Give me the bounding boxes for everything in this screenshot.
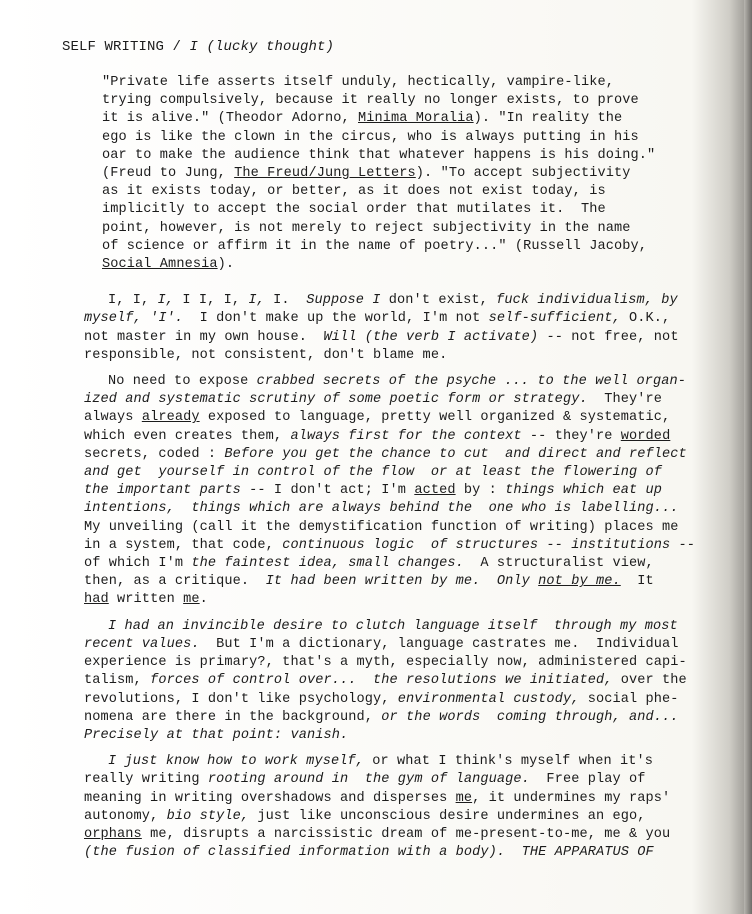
quote-line xyxy=(102,110,714,128)
text-run: ). xyxy=(217,257,235,273)
text-run: Social Amnesia xyxy=(102,257,218,273)
text-run: But I'm a dictionary, language castrates me. Individual xyxy=(199,636,679,652)
paragraph-line xyxy=(60,310,720,328)
paragraph-line xyxy=(60,464,720,482)
text-run: bio style, xyxy=(166,808,250,824)
text-run: of science or affirm it in the name of poetry..." (Russell Jacoby, xyxy=(102,238,647,254)
quote-line xyxy=(102,165,714,183)
text-run: orphans xyxy=(84,826,142,842)
text-run: don't exist, xyxy=(380,293,497,309)
text-run: I don't act; I'm xyxy=(265,483,415,499)
text-run: oar to make the audience think that whatever happens is his doing." xyxy=(102,147,656,163)
paragraph-line xyxy=(60,753,720,771)
text-run: ized and systematic scrutiny of some poetic form or strategy. xyxy=(84,392,588,408)
paragraph-line xyxy=(60,329,720,347)
paragraph-line xyxy=(60,292,720,310)
text-run: forces of control over... the resolutions we initiated, xyxy=(150,673,613,689)
text-run: I had an invincible desire to clutch language itself through my most xyxy=(108,618,678,634)
quote-line xyxy=(102,147,714,165)
text-run: It xyxy=(620,574,654,590)
text-run: trying compulsively, because it really no longer exists, to prove xyxy=(102,93,639,109)
text-run: already xyxy=(141,410,200,426)
text-run: which even creates them, xyxy=(84,428,291,444)
text-run: acted xyxy=(414,483,456,499)
paragraph-line xyxy=(60,691,720,709)
text-run: I, I, xyxy=(108,293,158,309)
text-run: A structuralist view, xyxy=(463,556,654,572)
text-run: or the words coming through, and... xyxy=(381,709,679,725)
text-run: Will (the verb I activate) -- xyxy=(323,329,563,345)
text-run: I, xyxy=(248,293,265,309)
page-title xyxy=(62,38,720,56)
text-run: not master in my own house. xyxy=(84,329,324,345)
text-run: "Private life asserts itself unduly, hectically, vampire-like, xyxy=(102,75,614,90)
text-run: Before you get the chance to cut and direct and reflect xyxy=(224,446,687,462)
text-run: THE APPARATUS OF xyxy=(521,845,654,861)
text-run: experience is primary?, that's a myth, especially now, administered capi- xyxy=(84,655,687,671)
text-run: . xyxy=(199,592,208,608)
quote-line xyxy=(102,183,714,201)
quote-line xyxy=(102,129,714,147)
quote-line xyxy=(102,220,714,238)
paragraph-line xyxy=(60,391,720,409)
text-run: , it undermines my raps' xyxy=(472,790,671,806)
text-run: over the xyxy=(612,673,687,689)
title-italic: I (lucky thought) xyxy=(189,39,335,55)
text-run: crabbed secrets of the psyche ... to the well organ- xyxy=(256,374,687,390)
text-run: as it exists today, or better, as it does not exist today, is xyxy=(102,184,606,200)
text-run: always first for the context -- xyxy=(290,428,547,444)
scrollbar[interactable] xyxy=(744,0,752,914)
quote-line xyxy=(102,256,714,274)
paragraph-line xyxy=(60,573,720,591)
paragraph-line xyxy=(60,409,720,427)
text-run: then, as a critique. xyxy=(84,574,266,590)
text-run: exposed to language, pretty well organized & systematic, xyxy=(199,410,671,426)
text-run: I just know how to work myself, xyxy=(108,754,364,770)
text-run: or what I think's myself when it's xyxy=(364,754,654,770)
quote-line xyxy=(102,74,714,92)
paragraph xyxy=(60,753,720,862)
text-run: ). "To accept subjectivity xyxy=(415,166,631,182)
paragraph-line xyxy=(60,347,720,365)
text-run: continuous logic of structures -- institutions -- xyxy=(282,537,696,553)
text-run: just like unconscious desire undermines an ego, xyxy=(249,808,646,824)
text-run: the important parts -- xyxy=(84,483,266,499)
text-run: autonomy, xyxy=(84,808,167,824)
text-run: environmental custody, xyxy=(397,691,580,707)
text-run: recent values. xyxy=(84,636,200,652)
text-run: self-sufficient, xyxy=(488,311,621,327)
text-run: I I, I, xyxy=(174,293,249,309)
quote-line xyxy=(102,201,714,219)
text-run: intentions, things which are always behind the one who is labelling... xyxy=(84,501,679,517)
text-run: implicitly to accept the social order that mutilates it. The xyxy=(102,202,606,218)
paragraph-line xyxy=(60,428,720,446)
text-run: I. xyxy=(264,293,307,309)
text-run: and get yourself in control of the flow or at least the flowering of xyxy=(84,465,663,481)
text-run: nomena are there in the background, xyxy=(84,709,382,725)
text-run: responsible, not consistent, don't blame me. xyxy=(84,347,448,363)
epigraph-quote xyxy=(102,74,714,274)
text-run: I don't make up the world, I'm not xyxy=(183,311,489,327)
text-run: it is alive." (Theodor Adorno, xyxy=(102,111,358,127)
paragraph xyxy=(60,292,720,365)
text-run: The Freud/Jung Letters xyxy=(234,166,416,182)
text-run: me, disrupts a narcissistic dream of me-present-to-me, me & you xyxy=(141,826,671,842)
text-run: really writing xyxy=(84,772,208,788)
text-run: meaning in writing overshadows and disperses xyxy=(84,790,456,806)
text-run: myself, 'I'. xyxy=(84,311,184,327)
document-body xyxy=(60,38,720,870)
text-run: written xyxy=(108,592,184,608)
text-run: My unveiling (call it the demystification function of writing) places me xyxy=(84,519,679,535)
paragraph-line xyxy=(60,844,720,862)
text-run: They're xyxy=(587,392,663,408)
text-run: social phe- xyxy=(579,691,679,707)
text-run: Minima Moralia xyxy=(358,111,474,127)
text-run xyxy=(505,845,522,860)
text-run: fuck individualism, by xyxy=(496,293,678,309)
paragraph-line xyxy=(60,446,720,464)
paragraph-line xyxy=(60,709,720,727)
text-run: secrets, coded : xyxy=(84,446,225,462)
quote-line xyxy=(102,238,714,256)
paragraph xyxy=(60,373,720,610)
text-run: talism, xyxy=(84,673,151,689)
paragraph-line xyxy=(60,672,720,690)
text-run: No need to expose xyxy=(108,374,257,390)
text-run: (Freud to Jung, xyxy=(102,166,235,182)
text-run: always xyxy=(84,410,142,426)
text-run: point, however, is not merely to reject subjectivity in the name xyxy=(102,220,631,236)
text-run: revolutions, I don't like psychology, xyxy=(84,691,398,707)
text-run: I, xyxy=(157,293,175,309)
paragraph-line xyxy=(60,482,720,500)
text-run: Suppose I xyxy=(306,293,381,309)
text-run: me xyxy=(183,592,200,608)
text-run: of which I'm xyxy=(84,556,192,572)
text-run: things which eat up xyxy=(505,483,663,499)
text-run: (the fusion of classified information with a body). xyxy=(84,845,506,861)
text-run: It had been written by me. Only xyxy=(265,574,539,590)
title-prefix: SELF WRITING / xyxy=(62,39,190,55)
text-run: ). "In reality the xyxy=(473,111,623,127)
text-run: worded xyxy=(620,428,671,444)
paragraph-line xyxy=(60,519,720,537)
paragraph-line xyxy=(60,636,720,654)
paragraph-line xyxy=(60,826,720,844)
text-run: in a system, that code, xyxy=(84,537,283,553)
paragraph-line xyxy=(60,373,720,391)
paragraph-line xyxy=(60,727,720,745)
quote-line xyxy=(102,92,714,110)
text-run: not by me. xyxy=(538,574,621,590)
paragraph-line xyxy=(60,591,720,609)
text-run: ego is like the clown in the circus, who is always putting in his xyxy=(102,129,639,145)
paragraph-line xyxy=(60,618,720,636)
paragraph-line xyxy=(60,537,720,555)
text-run: rooting around in the gym of language. xyxy=(207,772,530,788)
text-run: me xyxy=(455,790,473,806)
text-run: by : xyxy=(455,483,506,499)
text-run: O.K., xyxy=(620,311,671,327)
paragraph-line xyxy=(60,500,720,518)
paragraph-line xyxy=(60,771,720,789)
paragraph-line xyxy=(60,790,720,808)
paragraph-line xyxy=(60,808,720,826)
text-run: had xyxy=(84,592,109,608)
paragraph-line xyxy=(60,555,720,573)
body-paragraphs xyxy=(60,292,720,862)
text-run: Precisely at that point: vanish. xyxy=(84,727,349,743)
text-run: not free, not xyxy=(562,329,679,345)
text-run: Free play of xyxy=(529,772,646,788)
text-run: the faintest idea, small changes. xyxy=(191,556,464,572)
text-run: they're xyxy=(546,428,621,444)
paragraph-line xyxy=(60,654,720,672)
paragraph xyxy=(60,618,720,745)
